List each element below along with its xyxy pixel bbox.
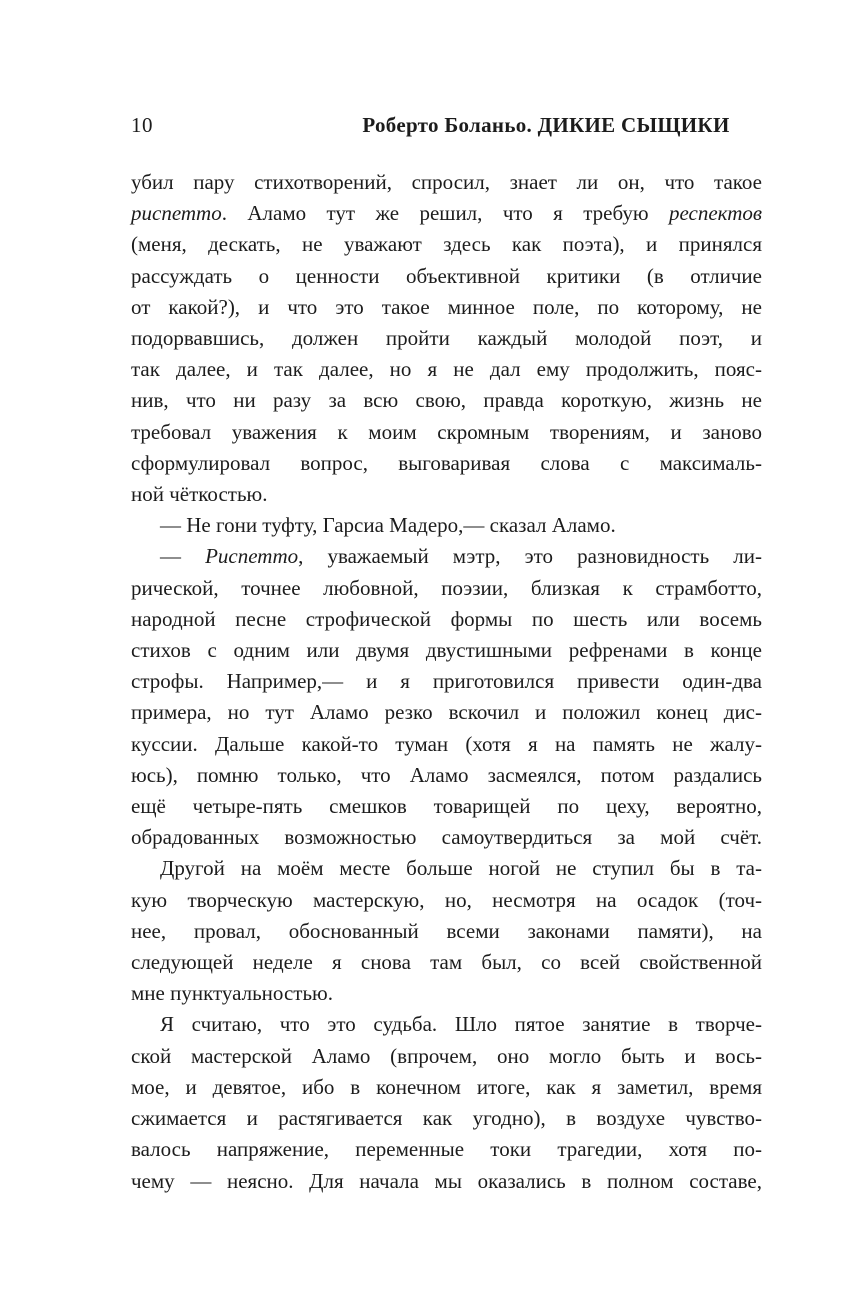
text-line — [131, 635, 762, 666]
italic-text: респектов — [668, 201, 762, 226]
text-segment: , уважаемый мэтр, это разновидность ли- — [298, 544, 762, 569]
text-segment: ской мастерской Аламо (впрочем, оно могло быть и вось- — [131, 1043, 762, 1068]
italic-text: Риспетто — [205, 544, 299, 569]
text-line — [131, 791, 762, 822]
text-line — [131, 541, 762, 572]
text-line — [131, 229, 762, 260]
text-segment: рассуждать о ценности объективной критики (в отличие — [131, 263, 762, 288]
text-segment: нее, провал, обоснованный всеми законами памяти), на — [131, 918, 762, 943]
text-segment: рической, точнее любовной, поэзии, близкая к страмботто, — [131, 575, 762, 600]
text-segment: следующей неделе я снова там был, со всей свойственной — [131, 950, 762, 975]
text-segment: Я считаю, что это судьба. Шло пятое занятие в творче- — [160, 1012, 762, 1037]
text-line — [131, 510, 762, 541]
text-line — [131, 916, 762, 947]
paragraph — [131, 541, 762, 853]
text-line — [131, 697, 762, 728]
text-line — [131, 323, 762, 354]
text-segment: сжимается и растягивается как угодно), в воздухе чувство- — [131, 1106, 762, 1131]
text-line — [131, 666, 762, 697]
text-line — [131, 1009, 762, 1040]
text-segment: строфы. Например,— и я приготовился привести один-два — [131, 669, 762, 694]
text-segment: (меня, дескать, не уважают здесь как поэта), и принялся — [131, 232, 762, 257]
text-line — [131, 729, 762, 760]
text-line — [131, 1103, 762, 1134]
text-line — [131, 947, 762, 978]
text-line — [131, 261, 762, 292]
text-segment: кую творческую мастерскую, но, несмотря на осадок (точ- — [131, 887, 762, 912]
text-segment: нив, что ни разу за всю свою, правда короткую, жизнь не — [131, 388, 762, 413]
text-line — [131, 198, 762, 229]
text-segment: — — [160, 544, 206, 569]
text-line — [131, 853, 762, 884]
text-segment: чему — неясно. Для начала мы оказались в полном составе, — [131, 1168, 762, 1193]
paragraph — [131, 853, 762, 1009]
text-segment: куссии. Дальше какой-то туман (хотя я на память не жалу- — [131, 731, 762, 756]
text-segment: — Не гони туфту, Гарсиа Мадеро,— сказал Аламо. — [160, 513, 616, 538]
text-segment: примера, но тут Аламо резко вскочил и положил конец дис- — [131, 700, 762, 725]
text-segment: так далее, и так далее, но я не дал ему продолжить, пояс- — [131, 357, 762, 382]
paragraph — [131, 1009, 762, 1196]
text-line — [131, 1166, 762, 1197]
text-segment: ещё четыре-пять смешков товарищей по цеху, вероятно, — [131, 794, 762, 819]
text-segment: стихов с одним или двумя двустишными рефренами в конце — [131, 638, 762, 663]
running-title: Роберто Боланьо. ДИКИЕ СЫЩИКИ — [362, 113, 730, 137]
text-line — [131, 885, 762, 916]
text-line — [131, 354, 762, 385]
paragraph — [131, 510, 762, 541]
text-line — [131, 822, 762, 853]
text-segment: подорвавшись, должен пройти каждый молодой поэт, и — [131, 326, 762, 351]
text-segment: валось напряжение, переменные токи трагедии, хотя по- — [131, 1137, 762, 1162]
text-line — [131, 1134, 762, 1165]
text-segment: народной песне строфической формы по шесть или восемь — [131, 606, 762, 631]
text-segment: мое, и девятое, ибо в конечном итоге, как я заметил, время — [131, 1074, 762, 1099]
text-segment: . Аламо тут же решил, что я требую — [221, 201, 669, 226]
text-line — [131, 448, 762, 479]
page-number: 10 — [131, 113, 153, 137]
text-line — [131, 385, 762, 416]
text-segment: юсь), помню только, что Аламо засмеялся, потом раздались — [131, 762, 762, 787]
text-segment: ной чёткостью. — [131, 482, 268, 507]
text-segment: обрадованных возможностью самоутвердиться за мой счёт. — [131, 825, 762, 850]
text-segment: требовал уважения к моим скромным творениям, и заново — [131, 419, 762, 444]
text-line — [131, 760, 762, 791]
text-segment: Другой на моём месте больше ногой не ступил бы в та- — [160, 856, 762, 881]
text-line — [131, 573, 762, 604]
text-segment: убил пару стихотворений, спросил, знает ли он, что такое — [131, 170, 762, 194]
text-segment: от какой?), и что это такое минное поле, по которому, не — [131, 294, 762, 319]
text-line — [131, 604, 762, 635]
text-line — [131, 167, 762, 198]
text-line — [131, 292, 762, 323]
text-line — [131, 1041, 762, 1072]
italic-text: риспетто — [131, 201, 222, 226]
text-segment: сформулировал вопрос, выговаривая слова с максималь- — [131, 450, 762, 475]
text-line — [131, 479, 762, 510]
paragraph — [131, 167, 762, 510]
text-block — [131, 167, 762, 1197]
text-line — [131, 978, 762, 1009]
text-line — [131, 1072, 762, 1103]
text-line — [131, 417, 762, 448]
running-head — [131, 112, 762, 142]
text-segment: мне пунктуальностью. — [131, 981, 333, 1006]
